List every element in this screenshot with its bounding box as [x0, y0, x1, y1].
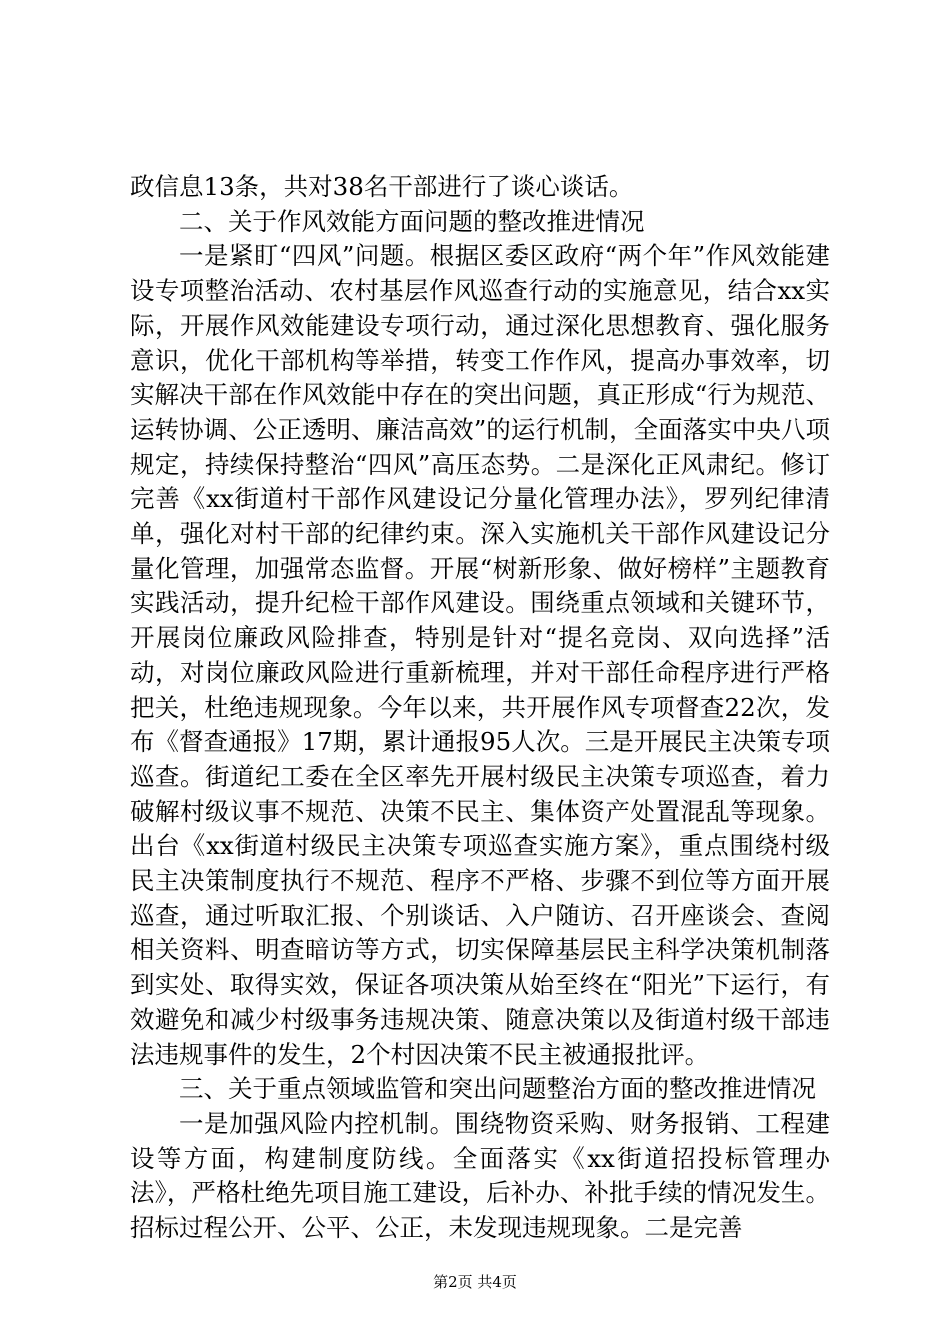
- paragraph-section-2-body: 一是紧盯“四风”问题。根据区委区政府“两个年”作风效能建设专项整治活动、农村基层作风巡查行动的实施意见，结合xx实际，开展作风效能建设专项行动，通过深化思想教育、强化服务意识，优化干部机构等举措，转变工作作风，提高办事效率，切实解决干部在作风效能中存在的突出问题，真正形成“行为规范、运转协调、公正透明、廉洁高效”的运行机制，全面落实中央八项规定，持续保持整治“四风”高压态势。二是深化正风肃纪。修订完善《xx街道村干部作风建设记分量化管理办法》，罗列纪律清单，强化对村干部的纪律约束。深入实施机关干部作风建设记分量化管理，加强常态监督。开展“树新形象、做好榜样”主题教育实践活动，提升纪检干部作风建设。围绕重点领域和关键环节，开展岗位廉政风险排查，特别是针对“提名竞岗、双向选择”活动，对岗位廉政风险进行重新梳理，并对干部任命程序进行严格把关，杜绝违规现象。今年以来，共开展作风专项督查22次，发布《督查通报》17期，累计通报95人次。三是开展民主决策专项巡查。街道纪工委在全区率先开展村级民主决策专项巡查，着力破解村级议事不规范、决策不民主、集体资产处置混乱等现象。出台《xx街道村级民主决策专项巡查实施方案》，重点围绕村级民主决策制度执行不规范、程序不严格、步骤不到位等方面开展巡查，通过听取汇报、个别谈话、入户随访、召开座谈会、查阅相关资料、明查暗访等方式，切实保障基层民主科学决策机制落到实处、取得实效，保证各项决策从始至终在“阳光”下运行，有效避免和减少村级事务违规决策、随意决策以及街道村级干部违法违规事件的发生，2个村因决策不民主被通报批评。: [130, 241, 830, 1069]
- paragraph-section-3-body: 一是加强风险内控机制。围绕物资采购、财务报销、工程建设等方面，构建制度防线。全面落实《xx街道招投标管理办法》，严格杜绝先项目施工建设，后补办、补批手续的情况发生。招标过程公开、公平、公正，未发现违规现象。二是完善: [130, 1108, 830, 1243]
- section-heading-2: 二、关于作风效能方面问题的整改推进情况: [179, 206, 645, 236]
- document-body: [130, 170, 830, 1246]
- page-footer: [0, 1272, 950, 1292]
- paragraph-continuation: 政信息13条，共对38名干部进行了谈心谈话。: [130, 172, 634, 201]
- page-number-label: 第2页 共4页: [433, 1273, 517, 1291]
- section-heading-3: 三、关于重点领域监管和突出问题整治方面的整改推进情况: [179, 1074, 816, 1104]
